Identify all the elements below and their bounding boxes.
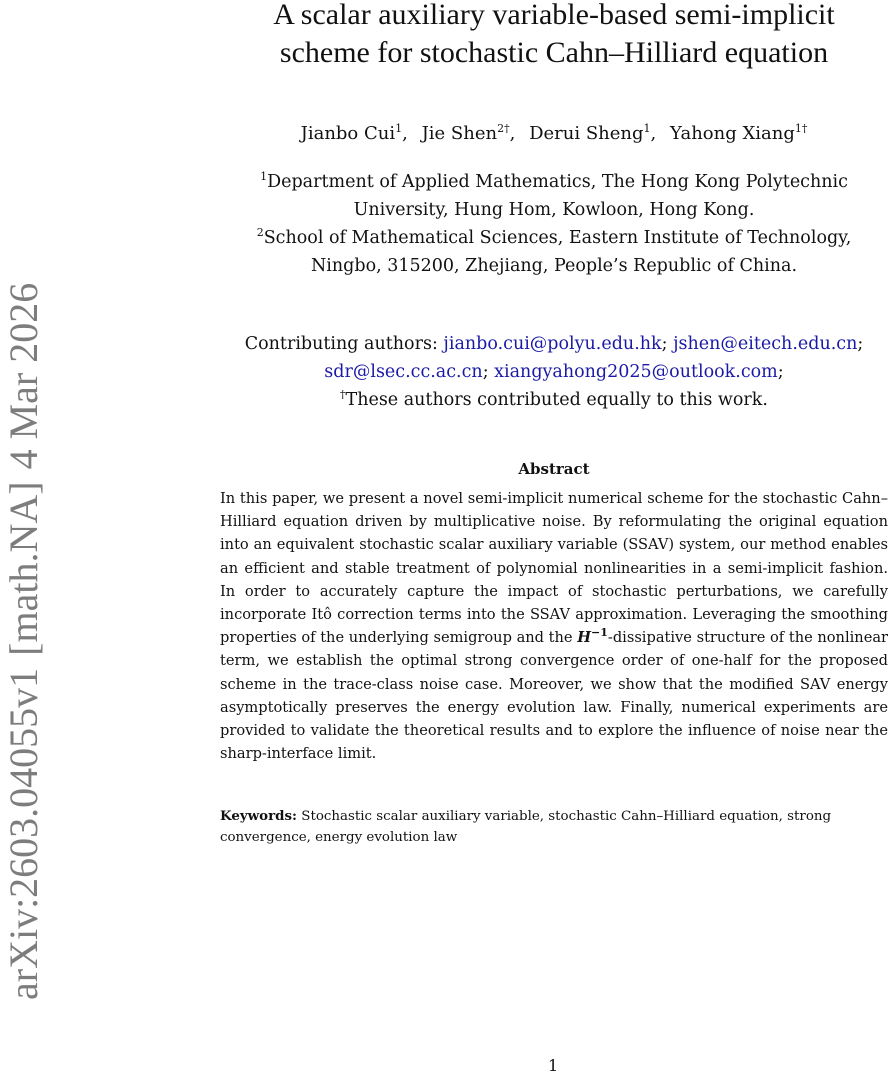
keywords-text: Stochastic scalar auxiliary variable, stochastic Cahn–Hilliard equation, strong convergence, energy evolution law — [220, 809, 832, 845]
author-list — [220, 122, 888, 146]
affiliation-1-line-2: University, Hung Hom, Kowloon, Hong Kong. — [353, 200, 755, 220]
title-line-2: scheme for stochastic Cahn–Hilliard equation — [279, 36, 829, 69]
arxiv-category: [math.NA] — [1, 481, 46, 656]
keywords-label: Keywords: — [220, 808, 298, 824]
keywords — [220, 806, 888, 848]
arxiv-id: arXiv:2603.04055v1 — [1, 667, 46, 1000]
email-link[interactable]: xiangyahong2025@outlook.com — [494, 362, 778, 382]
contact-line-2: sdr@lsec.cc.ac.cn; xiangyahong2025@outlook.com; — [324, 362, 784, 382]
affiliation-2-line-2: Ningbo, 315200, Zhejiang, People’s Republic of China. — [310, 256, 798, 276]
affiliation-2-line-1: $^2$School of Mathematical Sciences, Eastern Institute of Technology, — [256, 226, 852, 248]
affiliations — [220, 168, 888, 280]
page-number: 1 — [548, 1056, 559, 1075]
math-symbol: H — [577, 629, 592, 647]
author: Derui Sheng$^1$, — [529, 122, 657, 144]
author: Jianbo Cui$^1$, — [300, 122, 408, 144]
arxiv-date: 4 Mar 2026 — [1, 282, 46, 470]
contact-line-1: Contributing authors: jianbo.cui@polyu.edu.hk; jshen@eitech.edu.cn; — [244, 334, 864, 354]
abstract-heading: Abstract — [518, 460, 590, 478]
author: Jie Shen$^{2\dagger}$, — [421, 122, 516, 144]
contact-label: Contributing authors: — [244, 334, 438, 354]
email-link[interactable]: sdr@lsec.cc.ac.cn — [324, 362, 483, 382]
email-link[interactable]: jianbo.cui@polyu.edu.hk — [443, 334, 662, 354]
paper-title — [220, 0, 888, 72]
contact-info — [220, 330, 888, 414]
author: Yahong Xiang$^{1\dagger}$ — [669, 122, 808, 144]
affiliation-1-line-1: $^1$Department of Applied Mathematics, The Hong Kong Polytechnic — [260, 170, 848, 192]
abstract-text: In this paper, we present a novel semi-implicit numerical scheme for the stochastic Cahn–Hilliard equation driven by multiplicative noise. By reformulating the original equation into an equivalent stochastic scalar auxiliary variable (SSAV) system, our method enables an efficient and stable treatment of polynomial nonlinearities in a semi-implicit fashion. In order to accurately capture the impact of stochastic perturbations, we carefully incorporate Itô correction terms into the SSAV approximation. Leveraging the smoothing properties of the underlying semigroup and the $H^{-1}$-dissipative structure of the nonlinear term, we establish the optimal strong convergence order of one-half for the proposed scheme in the trace-class noise case. Moreover, we show that the modified SAV energy asymptotically preserves the energy evolution law. Finally, numerical experiments are provided to validate the theoretical results and to explore the influence of noise near the sharp-interface limit. — [220, 490, 889, 763]
equal-contribution-note: †These authors contributed equally to this work. — [340, 388, 768, 410]
email-link[interactable]: jshen@eitech.edu.cn — [673, 334, 858, 354]
title-line-1: A scalar auxiliary variable-based semi-implicit — [273, 0, 835, 31]
arxiv-sidebar-stamp — [1, 200, 46, 1000]
